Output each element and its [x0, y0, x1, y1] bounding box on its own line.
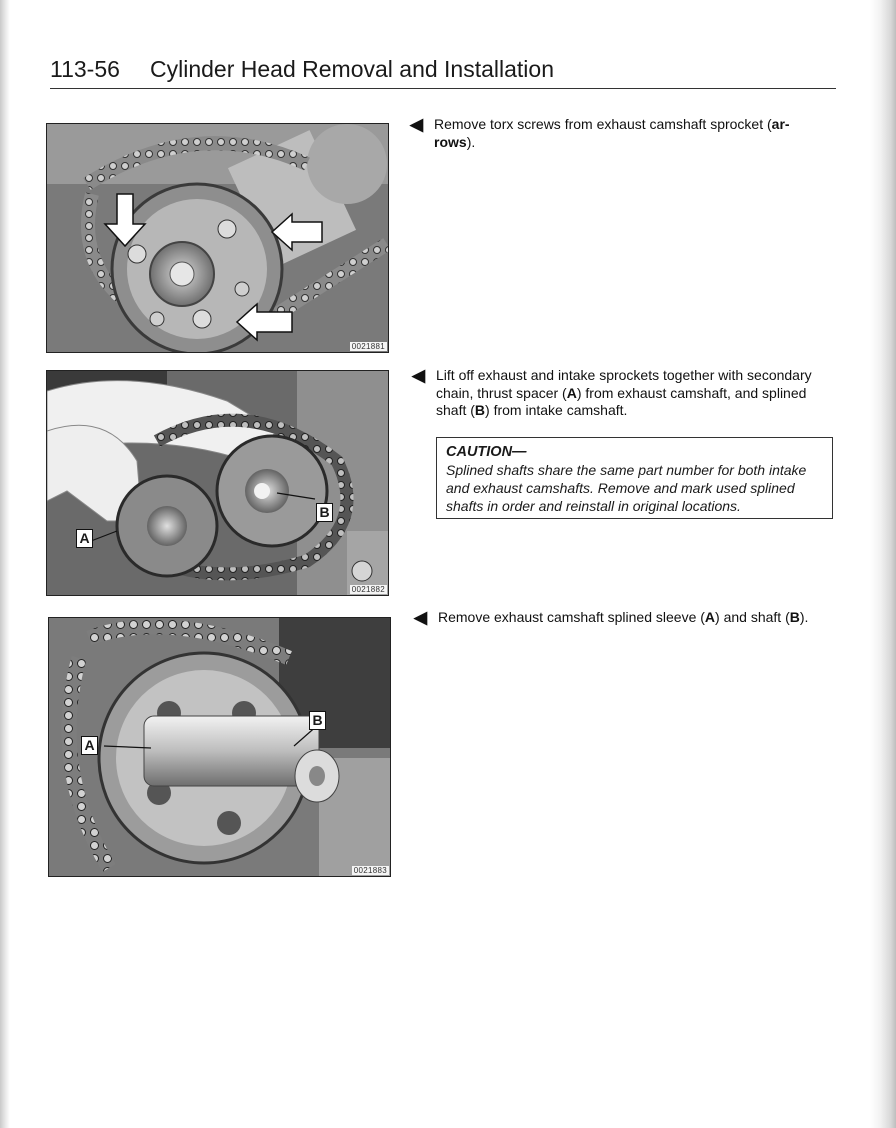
photo-sprockets-hands: [47, 371, 388, 595]
page-title: Cylinder Head Removal and Installation: [150, 56, 554, 82]
caution-line: shafts in order and reinstall in original locations.: [446, 498, 741, 514]
procedure-step-1: [410, 116, 830, 156]
step-text: Remove exhaust camshaft splined sleeve (A) and shaft (B).: [438, 609, 809, 625]
step-text: Remove torx screws from exhaust camshaft sprocket (ar- rows).: [434, 116, 790, 150]
step-text: Lift off exhaust and intake sprockets together with secondary chain, thrust spacer (A) from exhaust camshaft, and splined shaft (B) from intake camshaft.: [436, 367, 812, 418]
callout-label-a: A: [76, 529, 93, 548]
caution-box: [436, 437, 833, 519]
procedure-step-3: [414, 609, 854, 629]
scan-left-edge: [0, 0, 10, 1128]
step-marker: ◀: [414, 608, 428, 627]
photo-splined-sleeve: [49, 618, 390, 876]
caution-line: and exhaust camshafts. Remove and mark used splined: [446, 480, 795, 496]
step-marker: ◀: [412, 366, 426, 385]
figure-exhaust-sprocket-screws: [46, 123, 389, 353]
caution-heading: CAUTION—: [446, 444, 527, 460]
figure-sprockets-chain: [46, 370, 389, 596]
callout-label-b: B: [309, 711, 326, 730]
figure-id: 0021881: [351, 342, 385, 351]
step-marker: ◀: [410, 115, 424, 134]
figure-id: 0021883: [353, 866, 387, 875]
procedure-step-2: [412, 367, 834, 423]
figure-id: 0021882: [351, 585, 385, 594]
callout-label-a: A: [81, 736, 98, 755]
page-number: 113-56: [50, 56, 120, 82]
photo-exhaust-sprocket: [47, 124, 388, 352]
callout-label-b: B: [316, 503, 333, 522]
page-binding-edge: [870, 0, 896, 1128]
caution-line: Splined shafts share the same part number for both intake: [446, 462, 807, 478]
page-header: [50, 54, 836, 89]
figure-splined-sleeve-shaft: [48, 617, 391, 877]
